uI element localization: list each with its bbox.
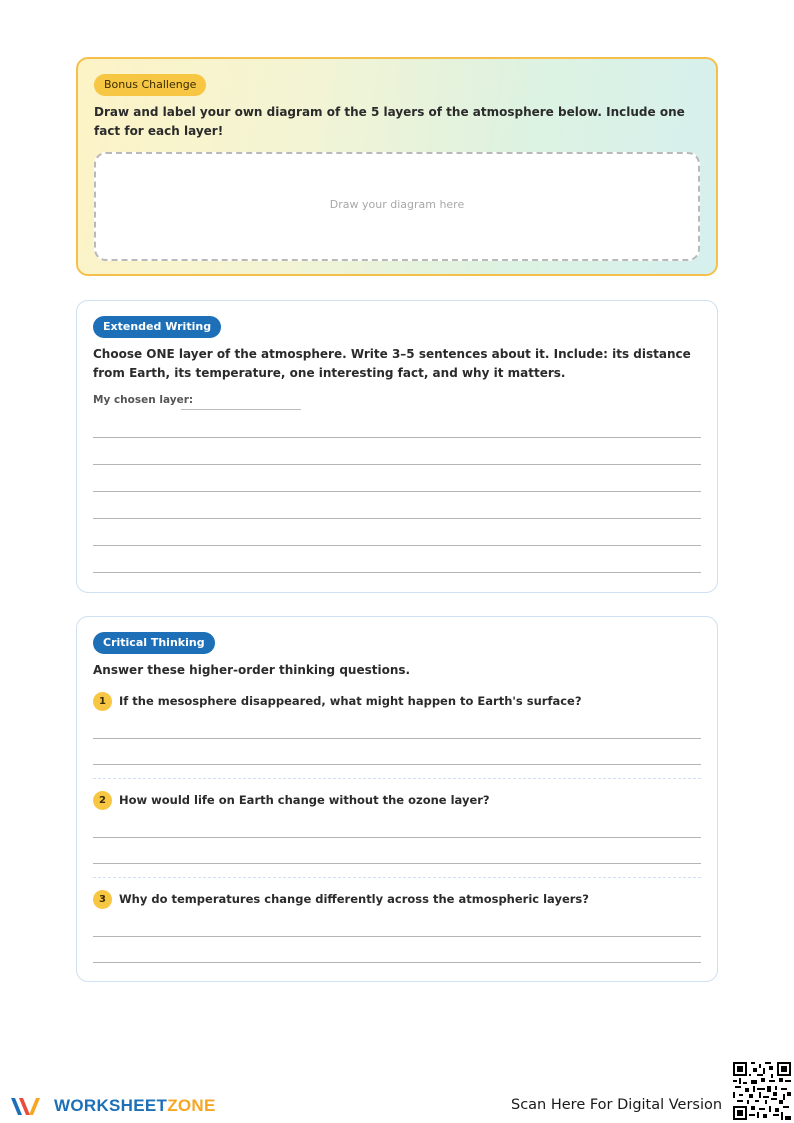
critical-thinking-intro: Answer these higher-order thinking questions. — [93, 663, 411, 677]
bonus-challenge-badge: Bonus Challenge — [94, 74, 206, 96]
question-number-badge: 1 — [93, 692, 112, 711]
answer-line[interactable] — [93, 962, 701, 963]
writing-line[interactable] — [93, 437, 701, 438]
chosen-layer-input-line[interactable] — [181, 409, 301, 410]
answer-line[interactable] — [93, 837, 701, 838]
bonus-challenge-card — [76, 57, 718, 276]
extended-writing-prompt: Choose ONE layer of the atmosphere. Write 3–5 sentences about it. Include: its distance from Earth, its temperature, one interesting fact, and why it matters. — [93, 347, 691, 380]
logo-wordmark: WORKSHEETZONE — [54, 1096, 216, 1115]
writing-line[interactable] — [93, 491, 701, 492]
answer-line[interactable] — [93, 738, 701, 739]
answer-line[interactable] — [93, 764, 701, 765]
question-number-badge: 2 — [93, 791, 112, 810]
worksheetzone-logo[interactable] — [10, 1093, 216, 1119]
question-text: If the mesosphere disappeared, what might happen to Earth's surface? — [119, 694, 582, 708]
question-separator — [93, 877, 701, 878]
diagram-drawing-area[interactable] — [94, 152, 700, 261]
extended-writing-badge: Extended Writing — [93, 316, 221, 338]
worksheetzone-logo-icon — [10, 1094, 46, 1118]
question-separator — [93, 778, 701, 779]
bonus-challenge-prompt: Draw and label your own diagram of the 5 layers of the atmosphere below. Include one fact for each layer! — [94, 105, 685, 138]
writing-line[interactable] — [93, 545, 701, 546]
answer-line[interactable] — [93, 863, 701, 864]
writing-line[interactable] — [93, 464, 701, 465]
critical-thinking-card — [76, 616, 718, 982]
question-text: How would life on Earth change without the ozone layer? — [119, 793, 490, 807]
question-item — [93, 791, 701, 887]
writing-line[interactable] — [93, 572, 701, 573]
scan-instruction: Scan Here For Digital Version — [511, 1097, 723, 1113]
diagram-placeholder: Draw your diagram here — [329, 198, 465, 211]
question-item — [93, 692, 701, 788]
answer-line[interactable] — [93, 936, 701, 937]
question-item — [93, 890, 701, 986]
critical-thinking-badge: Critical Thinking — [93, 632, 215, 654]
writing-line[interactable] — [93, 518, 701, 519]
question-text: Why do temperatures change differently across the atmospheric layers? — [119, 892, 589, 906]
qr-code-icon[interactable] — [733, 1062, 791, 1120]
question-number-badge: 3 — [93, 890, 112, 909]
extended-writing-card — [76, 300, 718, 593]
chosen-layer-label: My chosen layer: — [93, 394, 194, 406]
